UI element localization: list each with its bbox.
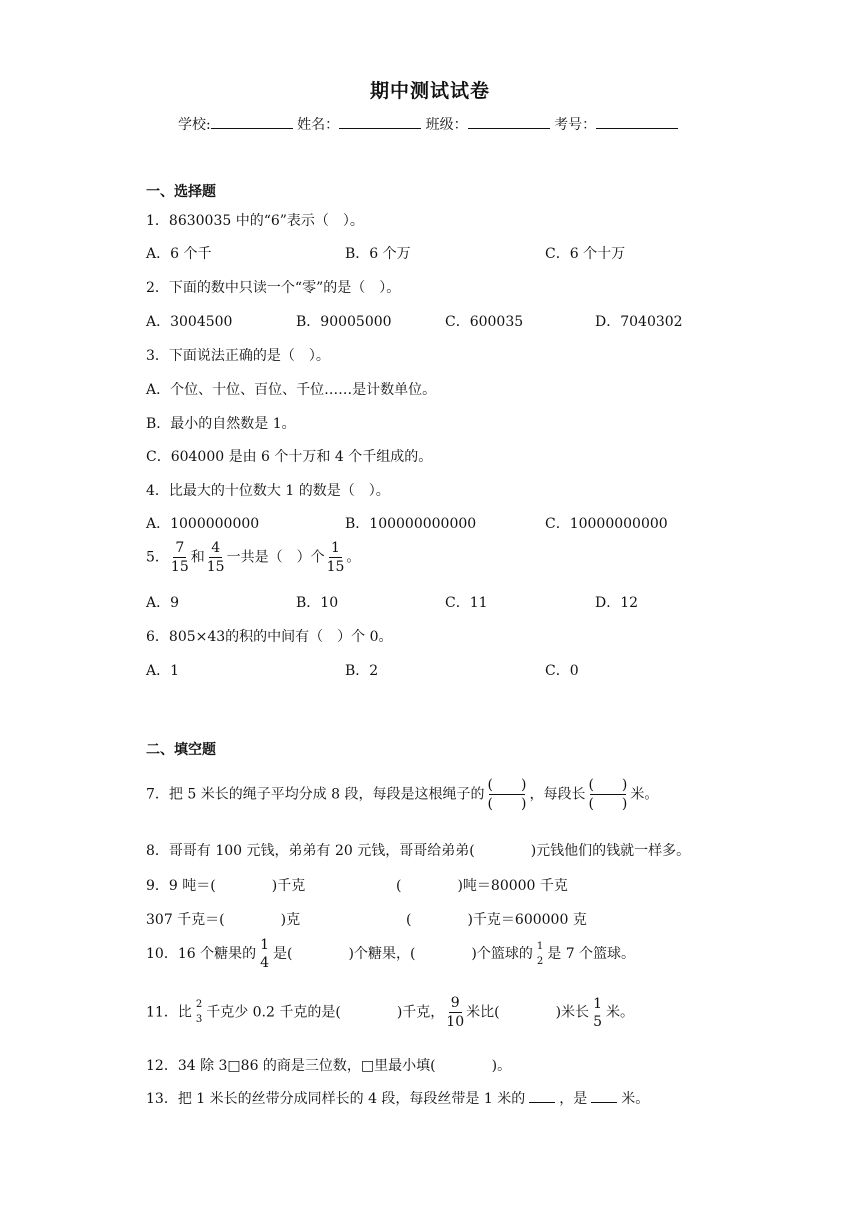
fraction-1-4: 1 4 — [260, 937, 270, 971]
fraction-9-10: $\frac{9}{10}$ — [446, 995, 465, 1030]
q13-blank-1[interactable] — [529, 1090, 555, 1103]
q9-part-a: 9．9 吨＝( )千克 — [146, 878, 306, 894]
class-label: 班级： — [425, 117, 468, 133]
student-info-line — [178, 114, 678, 134]
blank-fraction-2[interactable]: ( ) ( ) — [588, 777, 628, 812]
q5-option-a: A．9 — [146, 595, 180, 611]
exam-no-blank[interactable] — [596, 114, 678, 129]
q9-part-c: 307 千克＝( )克 — [146, 912, 301, 928]
school-label: 学校: — [178, 117, 211, 133]
fraction-1-2: 1 2 — [536, 940, 544, 967]
q5-option-c: C．11 — [445, 595, 488, 611]
question-8: 8．哥哥有 100 元钱，弟弟有 20 元钱，哥哥给弟弟( )元钱他们的钱就一样多。 — [146, 843, 691, 859]
q13-blank-2[interactable] — [591, 1090, 617, 1103]
fraction-4-15: $\frac{4}{15}$ — [206, 540, 225, 575]
q1-option-b: B．6 个万 — [345, 246, 411, 262]
name-blank[interactable] — [339, 114, 421, 129]
q4-option-c: C．10000000000 — [545, 516, 668, 532]
q9-part-d: ( )千克＝600000 克 — [406, 912, 587, 928]
question-10: 10．16 个糖果的 1 4 是( )个糖果，( )个篮球的 1 2 是 7 个篮球。 — [146, 937, 636, 971]
question-1: 1．8630035 中的“6”表示（ ）。 — [146, 213, 364, 229]
q3-option-c: C．604000 是由 6 个十万和 4 个千组成的。 — [146, 449, 433, 465]
q6-option-b: B．2 — [345, 663, 379, 679]
question-6: 6．805×43的积的中间有（ ）个 0。 — [146, 629, 393, 645]
q2-option-a: A．3004500 — [146, 314, 233, 330]
section-heading-fill-blank: 二、填空题 — [146, 742, 216, 758]
fraction-7-15: $\frac{7}{15}$ — [170, 540, 189, 575]
question-13: 13．把 1 米长的丝带分成同样长的 4 段，每段丝带是 1 米的 ，是 米。 — [146, 1091, 650, 1107]
q6-option-c: C．0 — [545, 663, 579, 679]
school-blank[interactable] — [211, 114, 293, 129]
q9-part-b: ( )吨＝80000 千克 — [396, 878, 568, 894]
q3-option-a: A．个位、十位、百位、千位……是计数单位。 — [146, 382, 437, 398]
q4-option-b: B．100000000000 — [345, 516, 477, 532]
question-11: 11．比 2 3 千克少 0.2 千克的是( )千克， $\frac{9}{10}$ 米比( )米长 1 5 米。 — [146, 995, 634, 1030]
q4-option-a: A．1000000000 — [146, 516, 260, 532]
question-5: 5． $\frac{7}{15}$ 和 $\frac{4}{15}$ 一共是（ ）个 $\frac{1}{15}$ 。 — [146, 540, 361, 575]
blank-fraction-1[interactable]: ( ) ( ) — [487, 777, 527, 812]
q2-option-b: B．90005000 — [296, 314, 392, 330]
question-7: 7．把 5 米长的绳子平均分成 8 段，每段是这根绳子的 ( ) ( ) ，每段长 ( ) ( ) 米。 — [146, 777, 659, 812]
fraction-1-5: 1 5 — [593, 995, 602, 1030]
q2-option-d: D．7040302 — [595, 314, 683, 330]
fraction-2-3: 2 3 — [195, 999, 203, 1025]
fraction-1-15: $\frac{1}{15}$ — [326, 540, 345, 575]
q3-option-b: B．最小的自然数是 1。 — [146, 416, 296, 432]
question-3: 3．下面说法正确的是（ ）。 — [146, 348, 330, 364]
question-2: 2．下面的数中只读一个“零”的是（ ）。 — [146, 280, 401, 296]
q1-option-c: C．6 个十万 — [545, 246, 626, 262]
class-blank[interactable] — [468, 114, 550, 129]
question-4: 4．比最大的十位数大 1 的数是（ ）。 — [146, 483, 390, 499]
q5-option-b: B．10 — [296, 595, 339, 611]
q1-option-a: A．6 个千 — [146, 246, 212, 262]
section-heading-choice: 一、选择题 — [146, 184, 216, 200]
question-12: 12．34 除 3□86 的商是三位数，□里最小填( )。 — [146, 1058, 512, 1074]
q6-option-a: A．1 — [146, 663, 180, 679]
name-label: 姓名： — [297, 117, 340, 133]
q2-option-c: C．600035 — [445, 314, 524, 330]
q5-option-d: D．12 — [595, 595, 639, 611]
exam-no-label: 考号： — [554, 117, 597, 133]
exam-title: 期中测试试卷 — [369, 80, 490, 102]
